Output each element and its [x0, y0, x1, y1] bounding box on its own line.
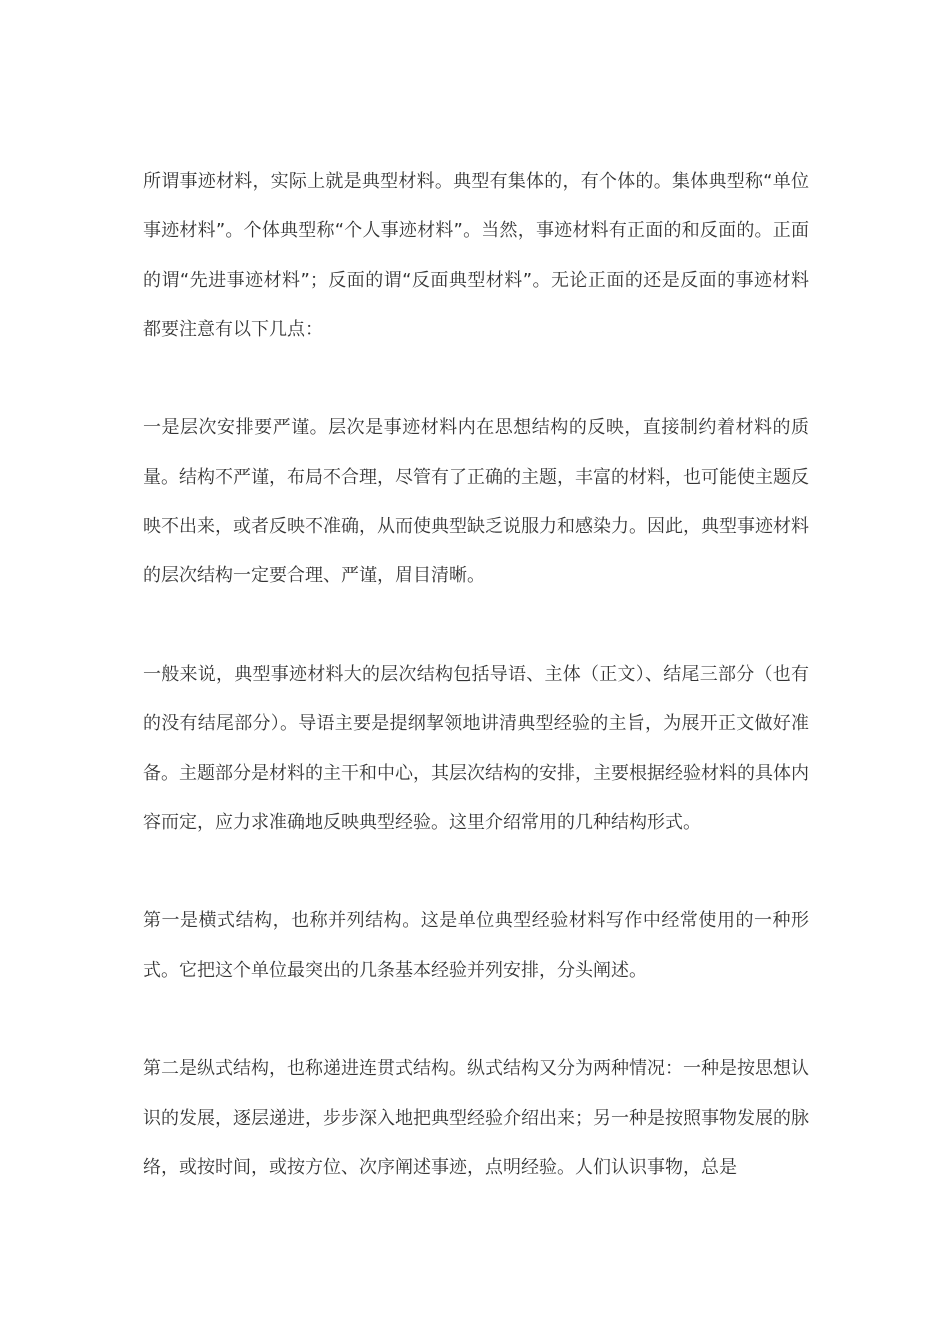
paragraph-3: 一般来说，典型事迹材料大的层次结构包括导语、主体（正文）、结尾三部分（也有的没有结尾部分）。导语主要是提纲挈领地讲清典型经验的主旨，为展开正文做好准备。主题部分是材料的主干和中心，其层次结构的安排，主要根据经验材料的具体内容而定，应力求准确地反映典型经验。这里介绍常用的几种结构形式。 [143, 663, 809, 833]
paragraph-2: 一是层次安排要严谨。层次是事迹材料内在思想结构的反映，直接制约着材料的质量。结构不严谨，布局不合理，尽管有了正确的主题，丰富的材料，也可能使主题反映不出来，或者反映不准确，从而使典型缺乏说服力和感染力。因此，典型事迹材料的层次结构一定要合理、严谨，眉目清晰。 [143, 417, 809, 587]
document-body [143, 157, 809, 1242]
paragraph-4: 第一是横式结构，也称并列结构。这是单位典型经验材料写作中经常使用的一种形式。它把这个单位最突出的几条基本经验并列安排，分头阐述。 [143, 910, 809, 981]
paragraph-1: 所谓事迹材料，实际上就是典型材料。典型有集体的，有个体的。集体典型称“单位事迹材料”。个体典型称“个人事迹材料”。当然，事迹材料有正面的和反面的。正面的谓“先进事迹材料”；反面的谓“反面典型材料”。无论正面的还是反面的事迹材料都要注意有以下几点： [143, 171, 809, 340]
paragraph-5: 第二是纵式结构，也称递进连贯式结构。纵式结构又分为两种情况：一种是按思想认识的发展，逐层递进，步步深入地把典型经验介绍出来；另一种是按照事物发展的脉络，或按时间，或按方位、次序阐述事迹，点明经验。人们认识事物，总是 [143, 1058, 809, 1178]
